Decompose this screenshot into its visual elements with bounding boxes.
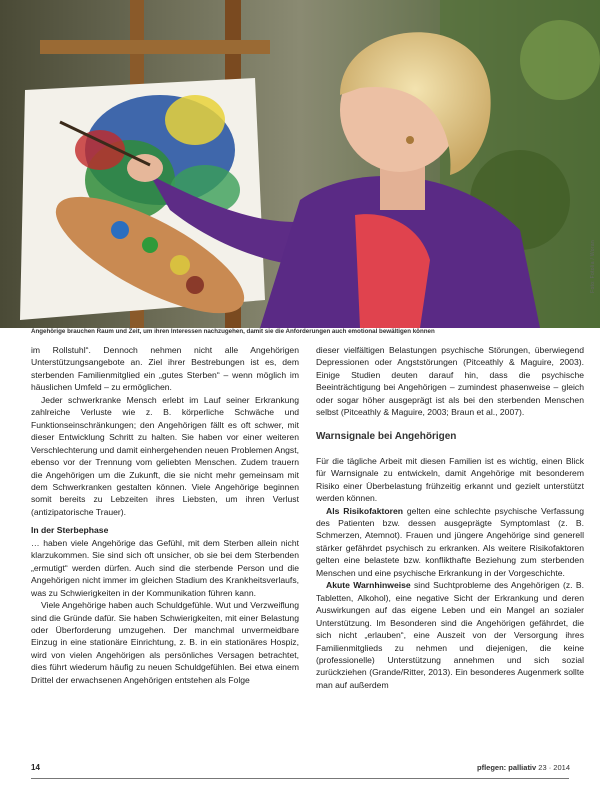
page-number: 14 bbox=[31, 763, 40, 772]
risk-factors-lead: Als Risikofaktoren bbox=[326, 505, 403, 516]
acute-warnings-lead: Akute Warnhinweise bbox=[326, 580, 411, 591]
paragraph: dieser vielfältigen Belastungen psychische Störungen, überwiegend Depressionen oder Angststörungen (Pitceathly & Maguire, 2003). Einige Studien deuten darauf hin, dass die psychische Beeinträchtigung bei Angehörigen – zumindest phasenweise – gleich oder sogar höher ausgeprägt ist als bei den sterbenden Menschen selbst (Pitceathly & Maguire, 2003; Braun et al., 2007). bbox=[316, 345, 584, 418]
article-right-column bbox=[316, 344, 584, 691]
footer-rule bbox=[31, 778, 569, 779]
risk-factors-text: gelten eine schlechte psychische Verfassung des Patienten bzw. dessen ausgeprägte Symptomlast (z. B. Schmerzen, Atemnot). Frauen und jüngere Angehörige sind generell stärker gefährdet psychisch zu erkranken. Als weitere Risikofaktoren gelten eine belastete bzw. konflikthafte Beziehung zum sterbenden Menschen und eine psychische Erkrankung in der Vorgeschichte. bbox=[316, 505, 584, 578]
journal-name: pflegen: palliativ bbox=[477, 763, 537, 772]
paragraph-risk-factors bbox=[316, 505, 584, 580]
article-left-column bbox=[31, 344, 299, 686]
photo-credit: Foto: Fotolia / Woran bbox=[590, 240, 596, 293]
paragraph: im Rollstuhl“. Dennoch nehmen nicht alle Angehörigen Unterstützungsangebote an. Ziel ihrer Bestrebungen ist es, dem sterbenden Familienmitglied ein „gutes Sterben“ – wenn möglich im häuslichen Umfeld – zu ermöglichen. bbox=[31, 345, 299, 393]
paragraph: … haben viele Angehörige das Gefühl, mit dem Sterben allein nicht klarzukommen. Sie sind sich oft unsicher, ob sie bei dem Sterbenden „ermutigt“ werden dürfen. Auch sind die sterbende Person und die Angehörigen nicht immer im gleichen Stadium des Krankheitsverlaufs, was zu Schwierigkeiten in der Kommunikation führen kann. bbox=[31, 537, 299, 598]
painting-photo bbox=[0, 0, 600, 328]
subheading-sterbephase: In der Sterbephase bbox=[31, 525, 109, 536]
paragraph: Jeder schwerkranke Mensch erlebt im Lauf seiner Erkrankung zahlreiche Verluste wie z. B. körperliche Schwäche und Funktionseinschränkungen; den Angehörigen fällt es oft schwer, mit dieser Entwicklung Schritt zu halten. Sie haben vor einer weiteren Verschlechterung und damit einhergehenden neuen Problemen Angst, ebenso vor der Trennung vom geliebten Menschen. Zudem trauern die Angehörigen um die Zukunft, die sie nicht mehr gemeinsam mit dem Schwerkranken gestalten können. Viele Angehörige beginnen somit bereits zu Lebzeiten ihres Liebsten, um ihren Verlust (antizipatorische Trauer). bbox=[31, 394, 299, 517]
paragraph: Viele Angehörige haben auch Schuldgefühle. Wut und Verzweiflung sind die Gründe dafür. Sie haben Schwierigkeiten, mit einer Belastung oder Überforderung umzugehen. Der manchmal unvermeidbare Einzug in eine stationäre Einrichtung, z. B. in ein stationäres Hospiz, wird von vielen Angehörigen als persönliches Versagen betrachtet, dies führt wiederum häufig zu neuen Schuldgefühlen. Bei etwa einem Drittel der erwachsenen Angehörigen entstehen als Folge bbox=[31, 600, 299, 685]
journal-footer bbox=[477, 763, 570, 772]
section-heading-warnsignale: Warnsignale bei Angehörigen bbox=[316, 430, 457, 442]
photo-caption: Angehörige brauchen Raum und Zeit, um ihren Interessen nachzugehen, damit sie die Anforderungen auch emotional bewältigen können bbox=[31, 328, 435, 335]
paragraph: Für die tägliche Arbeit mit diesen Familien ist es wichtig, einen Blick für Warnsignale zu entwickeln, damit Angehörige mit besonderem Risiko einer Überbelastung frühzeitig erkannt und gezielt unterstützt werden können. bbox=[316, 455, 584, 504]
paragraph-acute-warnings bbox=[316, 579, 584, 691]
painting-photo-illustration bbox=[0, 0, 600, 328]
acute-warnings-text: sind Suchtprobleme des Angehörigen (z. B. Tabletten, Alkohol), eine negative Sicht der Erkrankung und deren Auswirkungen auf das eigene Leben und ein Mangel an sozialer Unterstützung. Im Besonderen sind die Angehörigen gefährdet, die sich nicht „erlauben“, eine Auszeit von der Versorgung ihres Familienmitglieds zu nehmen und diejenigen, die keine (professionelle) Unterstützung annehmen und sich sozial zurückziehen (Grande/Ritter, 2013). Ein besonderes Augenmerk sollte man auf außerdem bbox=[316, 580, 584, 690]
journal-issue: 23 · 2014 bbox=[538, 763, 570, 772]
